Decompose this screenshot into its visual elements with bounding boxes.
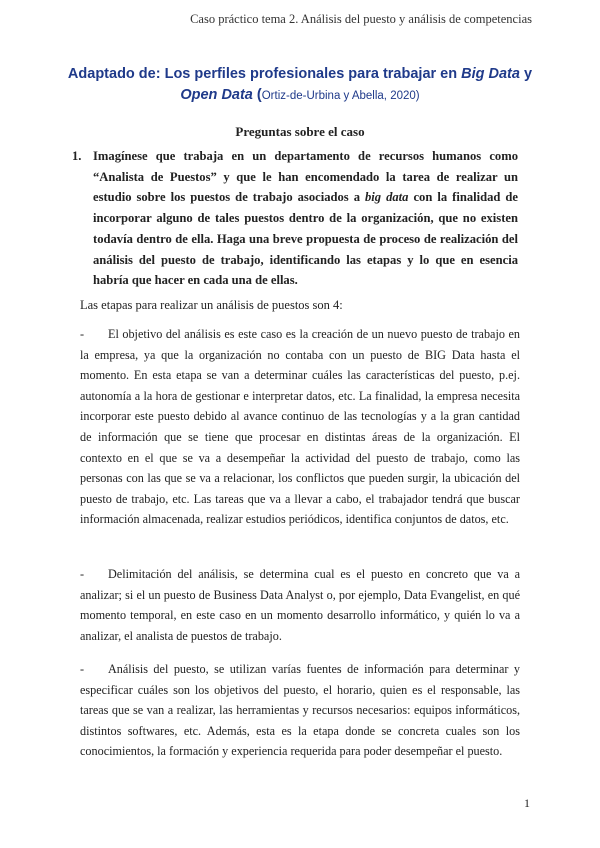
bullet-dash: - bbox=[80, 327, 85, 341]
title-connector: y bbox=[519, 66, 533, 82]
stage-text: El objetivo del análisis es este caso es la creación de un nuevo puesto de trabajo en la empresa, ya que la organización no contaba con un puesto de BIG Data hasta el momento. En esta etapa se van a determinar cuáles las características del puesto, p.ej. autonomía a la hora de gestionar e interpretar datos, etc. La finalidad, la empresa necesita incorporar este puesto debido al avance continuo de las tecnologías y a la gran cantidad de información que se tiene que procesar en distintas áreas de la organización. El contexto en el que se va a desempeñar la actividad del puesto de trabajo, como las personas con las que se va a relacionar, los conflictos que pueden surgir, la ubicación del puesto de trabajo, etc. Las tareas que va a llevar a cabo, el trabajador tendrá que buscar información almacenada, realizar estudios periódicos, identifica conjuntos de datos, etc. bbox=[80, 327, 520, 527]
title-paren: ( bbox=[252, 87, 262, 103]
title-open-data: Open Data bbox=[180, 87, 253, 103]
question-number: 1. bbox=[72, 149, 82, 163]
stage-text: Análisis del puesto, se utilizan varías fuentes de información para determinar y especificar cuáles son los objetivos del puesto, el horario, quien es el responsable, las tareas que se van a realizar, las herramientas y recursos necesarios: equipos informáticos, distintos softwares, etc. Además, esta es la etapa donde se concreta cuales son los conocimientos, la formación y experiencia requerida para poder desempeñar el puesto. bbox=[80, 662, 520, 759]
stages-intro: Las etapas para realizar un análisis de puestos son 4: bbox=[80, 298, 343, 312]
running-header: Caso práctico tema 2. Análisis del puesto y análisis de competencias bbox=[190, 12, 532, 26]
question-italic-term: big data bbox=[364, 190, 409, 205]
question-text-end: con la finalidad de incorporar alguno de tales puestos dentro de la organización, que no existen todavía dentro de ella. Haga una breve propuesta de proceso de realización del análisis del puesto de trabajo, identificando las etapas y lo que en esencia habría que hacer en cada una de ellas. bbox=[93, 190, 518, 288]
stage-paragraph-2 bbox=[80, 564, 520, 646]
title-prefix: Adaptado de: Los perfiles profesionales para trabajar en bbox=[67, 66, 462, 82]
question-1 bbox=[72, 146, 518, 291]
stage-paragraph-3 bbox=[80, 659, 520, 762]
title-citation: Ortiz-de-Urbina y Abella, 2020) bbox=[261, 90, 420, 102]
stage-paragraph-1 bbox=[80, 324, 520, 530]
page-number: 1 bbox=[524, 796, 530, 810]
document-title bbox=[60, 64, 540, 107]
bullet-dash: - bbox=[80, 567, 85, 581]
questions-heading: Preguntas sobre el caso bbox=[235, 124, 365, 139]
question-text-start: Imagínese que trabaja en un departamento de recursos humanos como “Analista de Puestos” y que le han encomendado la tarea de realizar un estudio sobre los puestos de trabajo asociados a bbox=[93, 149, 518, 205]
title-big-data: Big Data bbox=[461, 66, 520, 82]
stage-text: Delimitación del análisis, se determina cual es el puesto en concreto que va a analizar; si el un puesto de Business Data Analyst o, por ejemplo, Data Evangelist, en qué momento temporal, en este caso en un momento desarrollo informático, y quién lo va a analizar, el analista de puestos de trabajo. bbox=[80, 567, 520, 643]
bullet-dash: - bbox=[80, 662, 85, 676]
